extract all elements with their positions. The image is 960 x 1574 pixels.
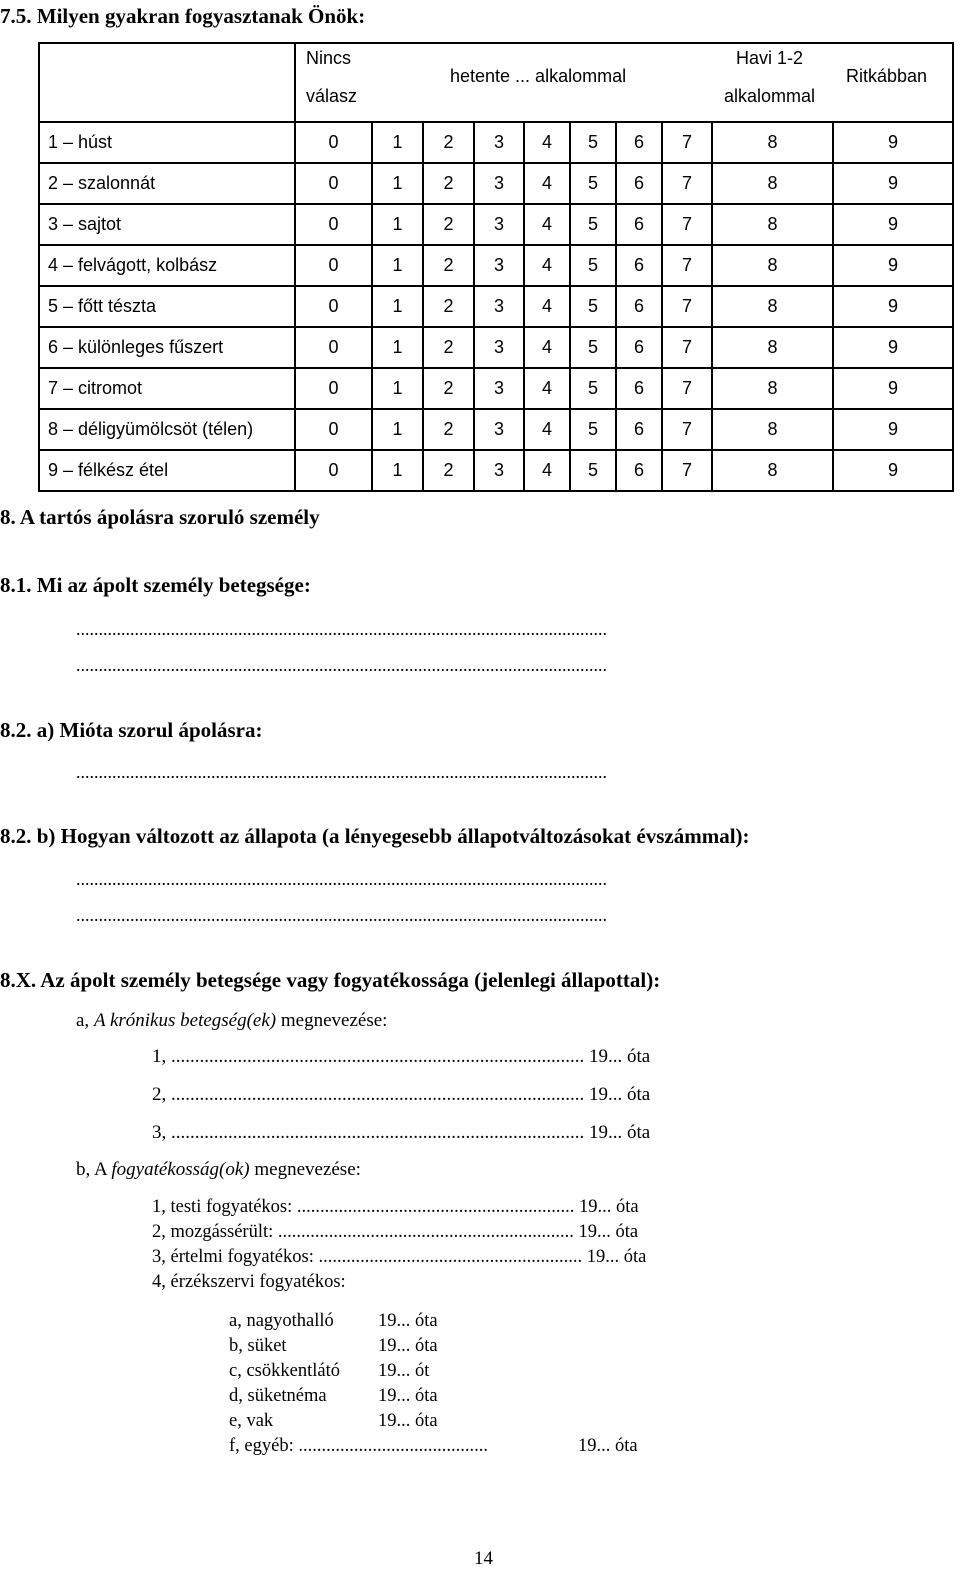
disability-heading: b, A fogyatékosság(ok) megnevezése: [76,1159,361,1180]
frequency-option[interactable]: 3 [474,245,524,286]
frequency-option[interactable]: 6 [616,286,662,327]
frequency-option[interactable]: 0 [295,245,372,286]
frequency-option[interactable]: 2 [423,204,474,245]
frequency-option[interactable]: 8 [712,409,833,450]
sensory-other-value[interactable]: 19... óta [578,1436,638,1456]
frequency-option[interactable]: 1 [372,163,423,204]
frequency-option[interactable]: 9 [833,163,953,204]
row-label: 7 – citromot [39,368,295,409]
row-label: 9 – félkész étel [39,450,295,491]
sensory-value-1[interactable]: 19... óta [378,1311,438,1331]
frequency-option[interactable]: 2 [423,450,474,491]
frequency-option[interactable]: 2 [423,286,474,327]
table-row [39,122,953,163]
frequency-option[interactable]: 9 [833,368,953,409]
frequency-option[interactable]: 8 [712,122,833,163]
sensory-value-4[interactable]: 19... óta [378,1386,438,1406]
answer-line-8-1-b[interactable]: ...................................................................................................................... [76,655,607,675]
frequency-option[interactable]: 2 [423,122,474,163]
question-8-2-a: 8.2. a) Mióta szorul ápolásra: [0,718,263,742]
frequency-table [38,42,954,492]
question-8-2-b: 8.2. b) Hogyan változott az állapota (a lényegesebb állapotváltozásokat évszámmal): [0,824,750,848]
frequency-option[interactable]: 2 [423,409,474,450]
frequency-option[interactable]: 1 [372,245,423,286]
answer-line-8-2-b-1[interactable]: ...................................................................................................................... [76,869,607,889]
frequency-option[interactable]: 7 [662,122,712,163]
header-group-cell [295,43,953,122]
row-label: 5 – főtt tészta [39,286,295,327]
chronic-heading: a, A krónikus betegség(ek) megnevezése: [76,1010,388,1031]
table-row [39,450,953,491]
frequency-option[interactable]: 3 [474,409,524,450]
section-title-7-5: 7.5. Milyen gyakran fogyasztanak Önök: [0,4,366,28]
frequency-option[interactable]: 0 [295,122,372,163]
frequency-option[interactable]: 6 [616,163,662,204]
frequency-option[interactable]: 5 [570,450,616,491]
frequency-option[interactable]: 4 [524,204,570,245]
chronic-item-1[interactable]: 1, ....................................................................................... 19... óta [152,1046,651,1067]
frequency-option[interactable]: 7 [662,286,712,327]
sensory-label-2: b, süket [229,1336,287,1356]
sensory-label-1: a, nagyothalló [229,1311,334,1331]
frequency-option[interactable]: 8 [712,327,833,368]
frequency-option[interactable]: 1 [372,122,423,163]
frequency-option[interactable]: 1 [372,204,423,245]
frequency-option[interactable]: 8 [712,368,833,409]
frequency-option[interactable]: 1 [372,327,423,368]
frequency-option[interactable]: 5 [570,409,616,450]
frequency-option[interactable]: 5 [570,368,616,409]
frequency-option[interactable]: 7 [662,368,712,409]
frequency-option[interactable]: 0 [295,327,372,368]
frequency-option[interactable]: 1 [372,450,423,491]
frequency-option[interactable]: 9 [833,286,953,327]
disability-item-4: 4, érzékszervi fogyatékos: [152,1272,346,1292]
frequency-option[interactable]: 5 [570,163,616,204]
frequency-option[interactable]: 3 [474,450,524,491]
frequency-option[interactable]: 0 [295,286,372,327]
frequency-option[interactable]: 8 [712,286,833,327]
sensory-label-4: d, süketnéma [229,1386,327,1406]
frequency-option[interactable]: 0 [295,409,372,450]
page-number: 14 [474,1548,493,1569]
chronic-item-3[interactable]: 3, ....................................................................................... 19... óta [152,1122,651,1143]
frequency-option[interactable]: 8 [712,450,833,491]
frequency-option[interactable]: 7 [662,163,712,204]
frequency-option[interactable]: 7 [662,409,712,450]
frequency-option[interactable]: 8 [712,204,833,245]
frequency-option[interactable]: 5 [570,204,616,245]
frequency-option[interactable]: 7 [662,245,712,286]
frequency-option[interactable]: 4 [524,163,570,204]
section-title-8: 8. A tartós ápolásra szoruló személy [0,505,320,529]
frequency-option[interactable]: 3 [474,368,524,409]
question-8-1: 8.1. Mi az ápolt személy betegsége: [0,573,311,597]
header-ritkabban: Ritkábban [846,66,928,86]
table-row [39,286,953,327]
frequency-option[interactable]: 1 [372,409,423,450]
frequency-option[interactable]: 9 [833,122,953,163]
frequency-option[interactable]: 6 [616,450,662,491]
frequency-option[interactable]: 3 [474,204,524,245]
frequency-option[interactable]: 8 [712,245,833,286]
frequency-option[interactable]: 4 [524,245,570,286]
frequency-option[interactable]: 4 [524,368,570,409]
header-havi: Havi 1-2 [736,48,804,68]
frequency-option[interactable]: 2 [423,368,474,409]
frequency-option[interactable]: 1 [372,368,423,409]
frequency-option[interactable]: 5 [570,327,616,368]
sensory-value-2[interactable]: 19... óta [378,1336,438,1356]
frequency-option[interactable]: 4 [524,122,570,163]
sensory-label-5: e, vak [229,1411,274,1431]
row-label: 3 – sajtot [39,204,295,245]
disability-item-2[interactable]: 2, mozgássérült: ................................................................ 19... óta [152,1222,639,1242]
disability-item-3[interactable]: 3, értelmi fogyatékos: ......................................................... 19... óta [152,1247,647,1267]
frequency-option[interactable]: 4 [524,327,570,368]
frequency-option[interactable]: 8 [712,163,833,204]
row-label: 6 – különleges fűszert [39,327,295,368]
frequency-option[interactable]: 5 [570,245,616,286]
frequency-option[interactable]: 2 [423,163,474,204]
frequency-option[interactable]: 3 [474,122,524,163]
frequency-option[interactable]: 3 [474,327,524,368]
header-valasz: válasz [306,86,358,106]
frequency-option[interactable]: 9 [833,409,953,450]
frequency-option[interactable]: 0 [295,450,372,491]
row-label: 4 – felvágott, kolbász [39,245,295,286]
frequency-option[interactable]: 3 [474,286,524,327]
frequency-option[interactable]: 2 [423,245,474,286]
answer-line-8-2-b-2[interactable]: ...................................................................................................................... [76,905,607,925]
frequency-option[interactable]: 4 [524,409,570,450]
frequency-option[interactable]: 3 [474,163,524,204]
header-hetente: hetente ... alkalommal [450,66,627,86]
frequency-option[interactable]: 1 [372,286,423,327]
header-alkalommal: alkalommal [724,86,816,106]
frequency-option[interactable]: 9 [833,450,953,491]
frequency-option[interactable]: 7 [662,450,712,491]
sensory-value-3[interactable]: 19... ót [378,1361,430,1381]
row-label: 1 – húst [39,122,295,163]
frequency-option[interactable]: 6 [616,204,662,245]
frequency-option[interactable]: 5 [570,122,616,163]
sensory-other-label[interactable]: f, egyéb: ......................................... [229,1436,488,1456]
disability-item-1[interactable]: 1, testi fogyatékos: ............................................................ 19... óta [152,1197,639,1217]
table-row [39,204,953,245]
frequency-option[interactable]: 7 [662,204,712,245]
frequency-option[interactable]: 5 [570,286,616,327]
header-empty-cell [39,43,295,122]
frequency-option[interactable]: 9 [833,245,953,286]
frequency-option[interactable]: 6 [616,245,662,286]
table-row [39,245,953,286]
frequency-option[interactable]: 4 [524,450,570,491]
frequency-option[interactable]: 0 [295,163,372,204]
frequency-option[interactable]: 6 [616,409,662,450]
frequency-option[interactable]: 4 [524,286,570,327]
sensory-label-3: c, csökkentlátó [229,1361,340,1381]
frequency-option[interactable]: 6 [616,122,662,163]
answer-line-8-2-a[interactable]: ...................................................................................................................... [76,762,607,782]
table-header-row [39,43,953,122]
row-label: 2 – szalonnát [39,163,295,204]
table-row [39,327,953,368]
header-nincs: Nincs [306,48,352,68]
table-row [39,409,953,450]
frequency-option[interactable]: 7 [662,327,712,368]
answer-line-8-1-a[interactable]: ...................................................................................................................... [76,619,607,639]
question-8-x: 8.X. Az ápolt személy betegsége vagy fogyatékossága (jelenlegi állapottal): [0,968,661,992]
frequency-option[interactable]: 6 [616,368,662,409]
chronic-item-2[interactable]: 2, ....................................................................................... 19... óta [152,1084,651,1105]
frequency-option[interactable]: 2 [423,327,474,368]
frequency-option[interactable]: 9 [833,327,953,368]
frequency-option[interactable]: 0 [295,368,372,409]
frequency-option[interactable]: 9 [833,204,953,245]
sensory-value-5[interactable]: 19... óta [378,1411,438,1431]
table-row [39,368,953,409]
row-label: 8 – déligyümölcsöt (télen) [39,409,295,450]
frequency-option[interactable]: 0 [295,204,372,245]
table-row [39,163,953,204]
frequency-option[interactable]: 6 [616,327,662,368]
